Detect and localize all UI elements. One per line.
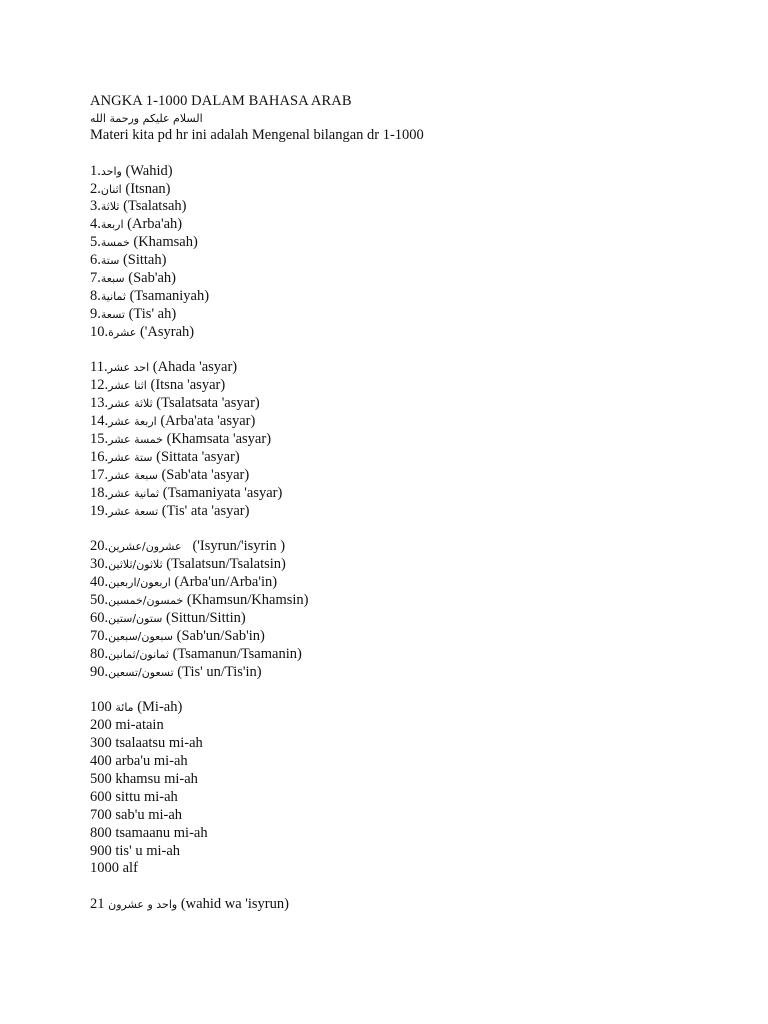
list-item: 900 tis' u mi-ah bbox=[90, 842, 181, 859]
spacer bbox=[90, 520, 730, 538]
list-item bbox=[90, 538, 730, 556]
transliteration: (Mi-ah) bbox=[137, 699, 183, 716]
arabic-word: ثمانون/ثمانين bbox=[108, 647, 169, 661]
arabic-word: خمسة عشر bbox=[108, 433, 163, 447]
arabic-word: خمسون/خمسين bbox=[108, 594, 184, 608]
item-number: 80. bbox=[90, 645, 109, 662]
arabic-word: عشرون/عشرين bbox=[108, 540, 182, 554]
arabic-word: اثنا عشر bbox=[108, 379, 147, 393]
item-number: 14. bbox=[90, 413, 109, 430]
item-number: 16. bbox=[90, 448, 109, 465]
arabic-word: مائة bbox=[115, 701, 134, 715]
transliteration: (Sab'un/Sab'in) bbox=[176, 627, 265, 644]
transliteration: (Sittah) bbox=[122, 252, 167, 269]
transliteration: (Arba'ata 'asyar) bbox=[160, 413, 256, 430]
list-item: 600 sittu mi-ah bbox=[90, 788, 178, 805]
item-number: 8. bbox=[90, 287, 101, 304]
item-number: 2. bbox=[90, 180, 101, 197]
transliteration: (Tsalatsata 'asyar) bbox=[156, 395, 260, 412]
item-number: 9. bbox=[90, 305, 101, 322]
section-hundreds bbox=[90, 699, 730, 878]
list-item bbox=[90, 574, 730, 592]
item-number: 12. bbox=[90, 377, 109, 394]
item-number: 7. bbox=[90, 270, 101, 287]
item-number: 4. bbox=[90, 216, 101, 233]
item-number: 15. bbox=[90, 431, 109, 448]
list-item bbox=[90, 359, 730, 377]
transliteration: (Tsalatsah) bbox=[123, 198, 187, 215]
item-number: 70. bbox=[90, 627, 109, 644]
arabic-word: خمسة bbox=[100, 236, 130, 250]
arabic-word: اربعون/اربعين bbox=[108, 576, 171, 590]
list-item: 1000 alf bbox=[90, 860, 138, 877]
arabic-word: واحد و عشرون bbox=[108, 898, 178, 912]
item-number: 1. bbox=[90, 162, 101, 179]
arabic-word: ستة bbox=[100, 254, 120, 268]
list-item: 300 tsalaatsu mi-ah bbox=[90, 735, 203, 752]
list-item bbox=[90, 413, 730, 431]
list-item bbox=[90, 646, 730, 664]
list-item bbox=[90, 324, 730, 342]
transliteration: (Tsamanun/Tsamanin) bbox=[172, 645, 302, 662]
list-item bbox=[90, 306, 730, 324]
arabic-word: ستون/ستين bbox=[108, 611, 163, 625]
item-number: 17. bbox=[90, 466, 109, 483]
section-compound bbox=[90, 896, 730, 914]
arabic-word: اربعة bbox=[100, 218, 124, 232]
arabic-word: ثلاثة عشر bbox=[108, 397, 153, 411]
list-item bbox=[90, 664, 730, 682]
item-number: 30. bbox=[90, 556, 109, 573]
list-item bbox=[90, 485, 730, 503]
list-item bbox=[90, 628, 730, 646]
list-item bbox=[90, 896, 730, 914]
arabic-word: سبعة bbox=[100, 272, 125, 286]
list-item: 800 tsamaanu mi-ah bbox=[90, 824, 208, 841]
list-item bbox=[90, 377, 730, 395]
arabic-word: تسعون/تسعين bbox=[108, 665, 174, 679]
transliteration: (Sab'ah) bbox=[128, 270, 176, 287]
transliteration: (Khamsata 'asyar) bbox=[166, 431, 272, 448]
arabic-word: تسعة عشر bbox=[108, 504, 159, 518]
arabic-word: ثمانية bbox=[100, 289, 126, 303]
list-item: 700 sab'u mi-ah bbox=[90, 806, 183, 823]
item-number: 5. bbox=[90, 234, 101, 251]
intro-text: Materi kita pd hr ini adalah Mengenal bilangan dr 1-1000 bbox=[90, 126, 424, 143]
transliteration: (Khamsun/Khamsin) bbox=[186, 592, 309, 609]
arabic-word: تسعة bbox=[100, 307, 125, 321]
transliteration: (Sab'ata 'asyar) bbox=[161, 466, 250, 483]
arabic-word: ثمانية عشر bbox=[108, 486, 160, 500]
arabic-word: سبعون/سبعين bbox=[108, 629, 173, 643]
arabic-word: ستة عشر bbox=[108, 450, 153, 464]
spacer bbox=[90, 145, 730, 163]
list-item bbox=[90, 503, 730, 521]
transliteration: (Khamsah) bbox=[133, 234, 198, 251]
section-units bbox=[90, 163, 730, 342]
spacer bbox=[90, 342, 730, 360]
list-item bbox=[90, 592, 730, 610]
item-number: 21 bbox=[90, 896, 105, 913]
transliteration: (Wahid) bbox=[125, 162, 173, 179]
item-number: 10. bbox=[90, 323, 109, 340]
spacer bbox=[90, 682, 730, 700]
section-tens bbox=[90, 538, 730, 681]
list-item bbox=[90, 449, 730, 467]
list-item: 200 mi-atain bbox=[90, 717, 164, 734]
list-item bbox=[90, 234, 730, 252]
section-teens bbox=[90, 359, 730, 520]
transliteration: (Tsamaniyah) bbox=[129, 287, 210, 304]
arabic-word: عشرة bbox=[108, 325, 137, 339]
list-item bbox=[90, 163, 730, 181]
transliteration: ('Isyrun/'isyrin ) bbox=[192, 538, 286, 555]
transliteration: (Tis' ah) bbox=[128, 305, 177, 322]
arabic-word: واحد bbox=[100, 164, 122, 178]
list-item bbox=[90, 699, 730, 717]
list-item bbox=[90, 395, 730, 413]
document-title: ANGKA 1-1000 DALAM BAHASA ARAB bbox=[90, 93, 352, 109]
list-item bbox=[90, 467, 730, 485]
arabic-word: ثلاثة bbox=[100, 200, 120, 214]
list-item: 400 arba'u mi-ah bbox=[90, 753, 188, 770]
list-item bbox=[90, 252, 730, 270]
salam-text: السلام عليكم ورحمة الله bbox=[90, 111, 203, 125]
arabic-word: ثلاثون/ثلاثين bbox=[108, 558, 163, 572]
transliteration: (wahid wa 'isyrun) bbox=[180, 896, 289, 913]
list-item bbox=[90, 198, 730, 216]
list-item bbox=[90, 216, 730, 234]
arabic-word: سبعة عشر bbox=[108, 468, 158, 482]
item-number: 18. bbox=[90, 484, 109, 501]
list-item bbox=[90, 431, 730, 449]
list-item: 500 khamsu mi-ah bbox=[90, 770, 198, 787]
list-item bbox=[90, 610, 730, 628]
item-number: 19. bbox=[90, 502, 109, 519]
list-item bbox=[90, 288, 730, 306]
transliteration: (Itsna 'asyar) bbox=[150, 377, 226, 394]
arabic-greeting bbox=[90, 111, 730, 127]
item-number: 3. bbox=[90, 198, 101, 215]
transliteration: ('Asyrah) bbox=[139, 323, 195, 340]
item-number: 6. bbox=[90, 252, 101, 269]
item-number: 13. bbox=[90, 395, 109, 412]
arabic-word: اثنان bbox=[100, 182, 122, 196]
item-number: 40. bbox=[90, 574, 109, 591]
transliteration: (Arba'ah) bbox=[127, 216, 183, 233]
transliteration: (Sittata 'asyar) bbox=[156, 448, 240, 465]
item-number: 11. bbox=[90, 359, 108, 376]
transliteration: (Tis' un/Tis'in) bbox=[177, 663, 262, 680]
item-number: 100 bbox=[90, 699, 112, 716]
item-number: 90. bbox=[90, 663, 109, 680]
document-page bbox=[90, 93, 730, 914]
list-item bbox=[90, 556, 730, 574]
transliteration: (Sittun/Sittin) bbox=[165, 609, 246, 626]
transliteration: (Tsamaniyata 'asyar) bbox=[162, 484, 283, 501]
item-number: 60. bbox=[90, 609, 109, 626]
transliteration: (Tis' ata 'asyar) bbox=[161, 502, 250, 519]
transliteration: (Tsalatsun/Tsalatsin) bbox=[166, 556, 286, 573]
arabic-word: احد عشر bbox=[107, 361, 150, 375]
list-item bbox=[90, 181, 730, 199]
item-number: 50. bbox=[90, 592, 109, 609]
arabic-word: اربعة عشر bbox=[108, 415, 157, 429]
item-number: 20. bbox=[90, 538, 109, 555]
list-item bbox=[90, 270, 730, 288]
transliteration: (Arba'un/Arba'in) bbox=[174, 574, 278, 591]
transliteration: (Ahada 'asyar) bbox=[152, 359, 238, 376]
transliteration: (Itsnan) bbox=[125, 180, 171, 197]
spacer bbox=[90, 878, 730, 896]
